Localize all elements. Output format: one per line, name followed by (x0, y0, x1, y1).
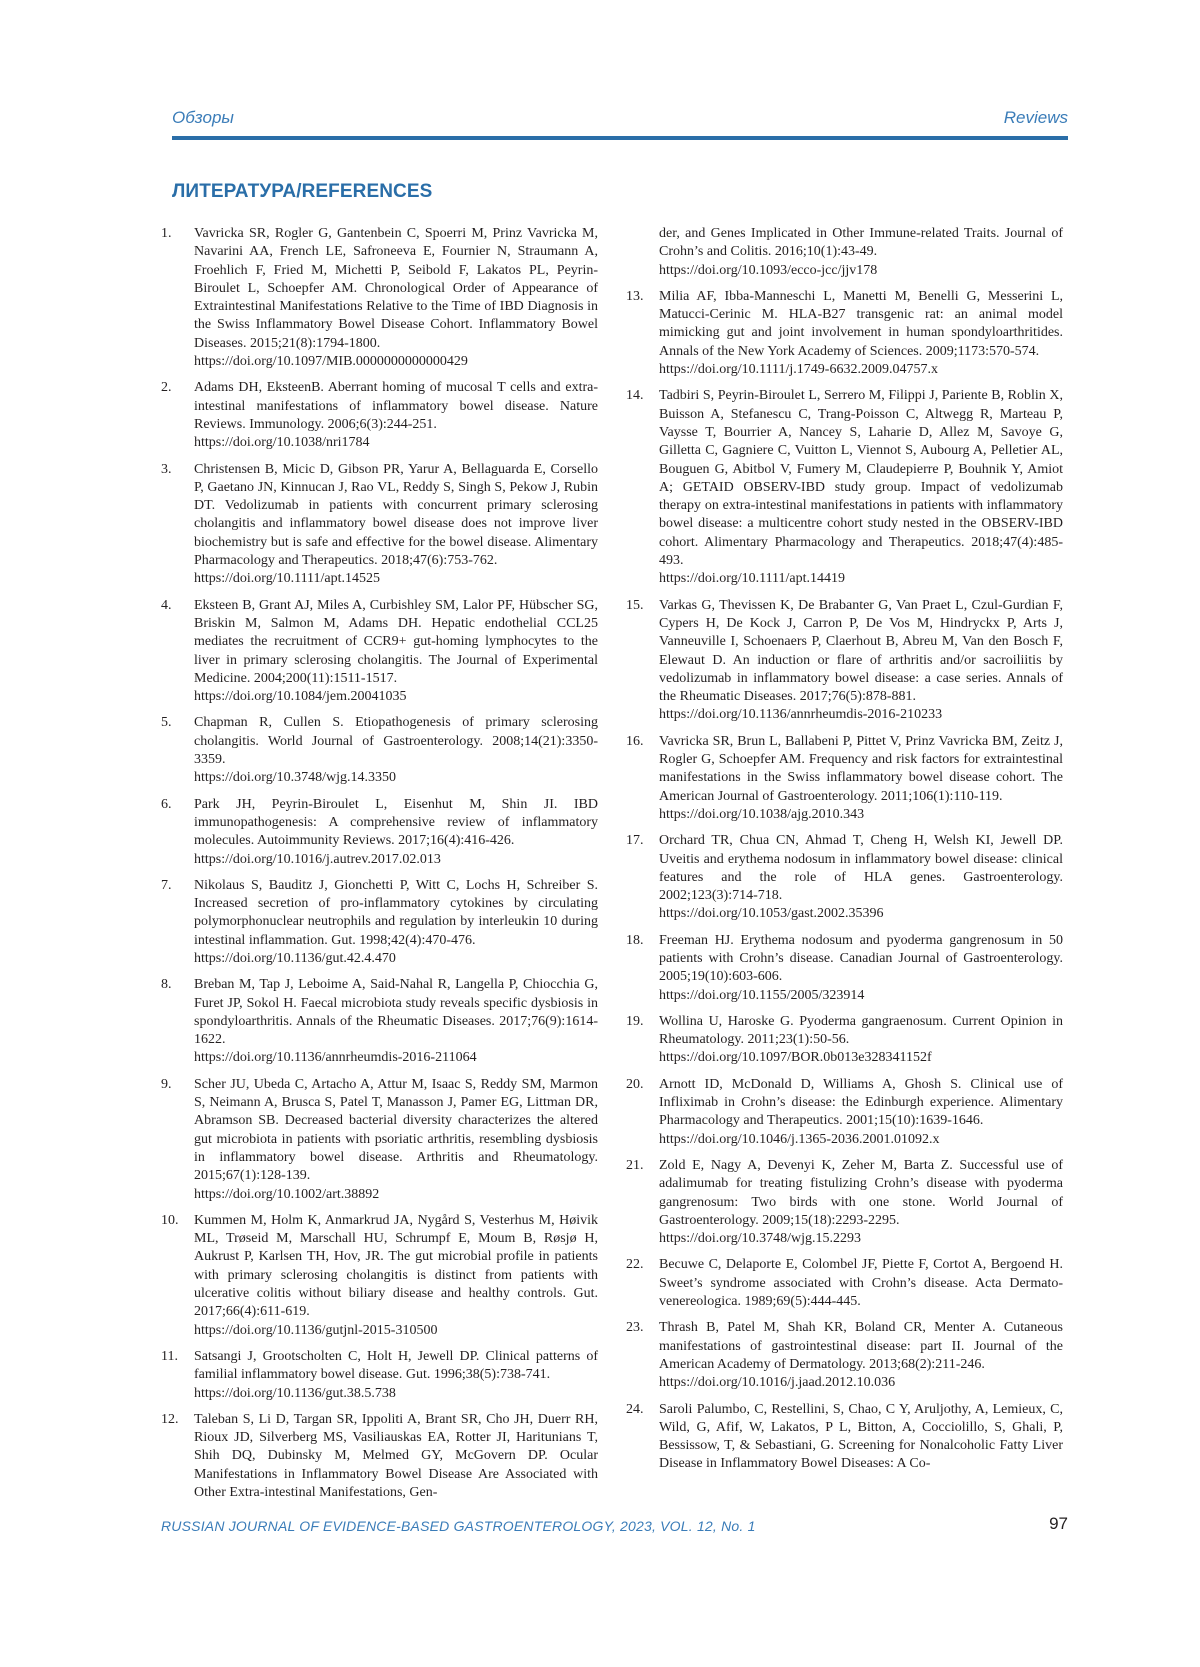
reference-number: 14. (626, 388, 644, 404)
reference-text: Eksteen B, Grant AJ, Miles A, Curbishley SM, Lalor PF, Hübscher SG, Briskin M, Salmon M, Adams DH. Hepatic endothelial CCL25 mediates the recruitment of CCR9+ gut-homing lymphocytes to the liver in primary sclerosing cholangitis. The Journal of Experimental Medicine. 2004;200(11):1511-1517. (194, 597, 598, 686)
reference-text: Satsangi J, Grootscholten C, Holt H, Jewell DP. Clinical patterns of familial inflammatory bowel disease. Gut. 1996;38(5):738-741. (194, 1348, 598, 1383)
reference-item (161, 1076, 598, 1204)
reference-text: Tadbiri S, Peyrin-Biroulet L, Serrero M, Filippi J, Pariente B, Roblin X, Buisson A, Stefanescu C, Trang-Poisson C, Altwegg R, Marteau P, Vaysse T, Bourrier A, Nancey S, Laharie D, Allez M, Savoye G, Gilletta C, Gagniere C, Vuitton L, Viennot S, Aubourg A, Pelletier AL, Bouguen G, Abitbol V, Fumery M, Claudepierre P, Bouhnik Y, Amiot A; GETAID OBSERV-IBD study group. Impact of vedolizumab therapy on extra-intestinal manifestations in patients with inflammatory bowel disease: a multicentre cohort study nested in the OBSERV-IBD cohort. Alimentary Pharmacology and Therapeutics. 2018;47(4):485-493. (659, 388, 1063, 569)
reference-doi[interactable]: https://doi.org/10.1136/gut.42.4.470 (194, 950, 396, 966)
reference-doi[interactable]: https://doi.org/10.1016/j.jaad.2012.10.036 (659, 1375, 896, 1391)
reference-doi[interactable]: https://doi.org/10.3748/wjg.14.3350 (194, 770, 396, 786)
reference-item (161, 379, 598, 452)
reference-text: Orchard TR, Chua CN, Ahmad T, Cheng H, Welsh KI, Jewell DP. Uveitis and erythema nodosum in inflammatory bowel disease: clinical features and the role of HLA genes. Gastroenterology. 2002;123(3):714-718. (659, 833, 1063, 904)
reference-12-continuation (626, 225, 1063, 280)
reference-doi[interactable]: https://doi.org/10.3748/wjg.15.2293 (659, 1231, 861, 1247)
reference-doi[interactable]: https://doi.org/10.1111/apt.14419 (659, 571, 846, 587)
reference-number: 20. (626, 1076, 644, 1092)
reference-number: 2. (161, 380, 172, 396)
reference-item (626, 597, 1063, 725)
reference-number: 6. (161, 796, 172, 812)
reference-doi[interactable]: https://doi.org/10.1084/jem.20041035 (194, 689, 407, 705)
reference-doi[interactable]: https://doi.org/10.1038/nri1784 (194, 435, 370, 451)
reference-item (626, 733, 1063, 824)
reference-number: 16. (626, 733, 644, 749)
reference-item (161, 1348, 598, 1403)
reference-doi[interactable]: https://doi.org/10.1136/gut.38.5.738 (194, 1385, 396, 1401)
reference-number: 1. (161, 226, 172, 241)
page-number: 97 (1049, 1514, 1068, 1533)
reference-number: 23. (626, 1320, 644, 1336)
reference-item (161, 225, 598, 371)
reference-number: 4. (161, 597, 172, 613)
reference-text: Saroli Palumbo, C, Restellini, S, Chao, C Y, Aruljothy, A, Lemieux, C, Wild, G, Afif, W, Lakatos, P L, Bitton, A, Cocciolillo, S, Ghali, P, Bessissow, T, & Sebastiani, G. Screening for Nonalcoholic Fatty Liver Disease in Inflammatory Bowel Diseases: A Co- (659, 1401, 1063, 1472)
reference-number: 5. (161, 715, 172, 731)
reference-text: Arnott ID, McDonald D, Williams A, Ghosh S. Clinical use of Infliximab in Crohn’s disease: the Edinburgh experience. Alimentary Pharmacology and Therapeutics. 2001;15(10):1639-1646. (659, 1076, 1063, 1129)
reference-number: 17. (626, 833, 644, 849)
reference-item (161, 1411, 598, 1502)
reference-doi[interactable]: https://doi.org/10.1097/MIB.0000000000000429 (194, 354, 468, 370)
reference-item (626, 1157, 1063, 1248)
reference-item (626, 1013, 1063, 1068)
reference-item (626, 387, 1063, 588)
left-column (161, 225, 598, 1510)
reference-list-left (161, 225, 598, 1502)
reference-text: der, and Genes Implicated in Other Immune-related Traits. Journal of Crohn’s and Colitis. 2016;10(1):43-49. (659, 226, 1063, 260)
reference-number: 7. (161, 877, 172, 893)
section-label-en: Reviews (1003, 108, 1068, 127)
reference-text: Wollina U, Haroske G. Pyoderma gangraenosum. Current Opinion in Rheumatology. 2011;23(1):50-56. (659, 1013, 1063, 1048)
reference-item (626, 1256, 1063, 1311)
footer-journal-title: RUSSIAN JOURNAL OF EVIDENCE-BASED GASTROENTEROLOGY, 2023, VOL. 12, No. 1 (161, 1518, 756, 1534)
reference-item (626, 932, 1063, 1005)
reference-text: Scher JU, Ubeda C, Artacho A, Attur M, Isaac S, Reddy SM, Marmon S, Neimann A, Brusca S, Patel T, Manasson J, Pamer EG, Littman DR, Abramson SB. Decreased bacterial diversity characterizes the altered gut microbiota in patients with psoriatic arthritis, resembling dysbiosis in inflammatory bowel disease. Arthritis and Rheumatology. 2015;67(1):128-139. (194, 1076, 598, 1184)
reference-item (161, 597, 598, 707)
reference-item (161, 877, 598, 968)
reference-number: 18. (626, 932, 644, 948)
reference-item (626, 1401, 1063, 1474)
reference-doi[interactable]: https://doi.org/10.1053/gast.2002.35396 (659, 906, 884, 922)
reference-item (161, 714, 598, 787)
reference-item (626, 1319, 1063, 1392)
reference-item (161, 1212, 598, 1340)
reference-item (626, 1076, 1063, 1149)
reference-number: 10. (161, 1212, 179, 1228)
reference-number: 21. (626, 1157, 644, 1173)
reference-item (161, 461, 598, 589)
reference-item (626, 288, 1063, 379)
reference-text: Vavricka SR, Rogler G, Gantenbein C, Spoerri M, Prinz Vavricka M, Navarini AA, French LE, Safroneeva E, Fournier N, Straumann A, Froehlich F, Fried M, Michetti P, Seibold F, Lakatos PL, Peyrin-Biroulet L, Schoepfer AM. Chronological Order of Appearance of Extraintestinal Manifestations Relative to the Time of IBD Diagnosis in the Swiss Inflammatory Bowel Disease Cohort. Inflammatory Bowel Diseases. 2015;21(8):1794-1800. (194, 226, 598, 351)
reference-text: Vavricka SR, Brun L, Ballabeni P, Pittet V, Prinz Vavricka BM, Zeitz J, Rogler G, Schoepfer AM. Frequency and risk factors for extraintestinal manifestations in the Swiss inflammatory bowel disease cohort. The American Journal of Gastroenterology. 2011;106(1):110-119. (659, 733, 1063, 804)
reference-text: Christensen B, Micic D, Gibson PR, Yarur A, Bellaguarda E, Corsello P, Gaetano JN, Kinnucan J, Rao VL, Reddy S, Singh S, Pekow J, Rubin DT. Vedolizumab in patients with concurrent primary sclerosing cholangitis and inflammatory bowel disease does not improve liver biochemistry but is safe and effective for the bowel disease. Alimentary Pharmacology and Therapeutics. 2018;47(6):753-762. (194, 461, 598, 569)
reference-number: 12. (161, 1411, 179, 1427)
reference-text: Park JH, Peyrin-Biroulet L, Eisenhut M, Shin JI. IBD immunopathogenesis: A comprehensive review of inflammatory molecules. Autoimmunity Reviews. 2017;16(4):416-426. (194, 796, 598, 849)
reference-number: 19. (626, 1013, 644, 1029)
reference-doi[interactable]: https://doi.org/10.1111/apt.14525 (194, 571, 381, 587)
running-head (172, 104, 1068, 140)
reference-text: Varkas G, Thevissen K, De Brabanter G, Van Praet L, Czul-Gurdian F, Cypers H, De Kock J, Carron P, De Vos M, Hindryckx P, Arts J, Vanneuville I, Schoenaers P, Claerhout B, Abreu M, Van den Bosch F, Elewaut D. An induction or flare of arthritis and/or sacroiliitis by vedolizumab in inflammatory bowel disease: a case series. Annals of the Rheumatic Diseases. 2017;76(5):878-881. (659, 597, 1063, 705)
reference-text: Taleban S, Li D, Targan SR, Ippoliti A, Brant SR, Cho JH, Duerr RH, Rioux JD, Silverberg MS, Vasiliauskas EA, Rotter JI, Haritunians T, Shih DQ, Dubinsky M, Melmed GY, McGovern DP. Ocular Manifestations in Inflammatory Bowel Disease Are Associated with Other Extra-intestinal Manifestations, Gen- (194, 1411, 598, 1500)
reference-text: Nikolaus S, Bauditz J, Gionchetti P, Witt C, Lochs H, Schreiber S. Increased secretion of pro-inflammatory cytokines by circulating polymorphonuclear neutrophils and regulation by interleukin 10 during intestinal inflammation. Gut. 1998;42(4):470-476. (194, 877, 598, 948)
reference-doi[interactable]: https://doi.org/10.1097/BOR.0b013e328341152f (659, 1050, 932, 1066)
reference-text: Becuwe C, Delaporte E, Colombel JF, Piette F, Cortot A, Bergoend H. Sweet’s syndrome associated with Crohn’s disease. Acta Dermato-venereologica. 1989;69(5):444-445. (659, 1257, 1063, 1310)
reference-text: Chapman R, Cullen S. Etiopathogenesis of primary sclerosing cholangitis. World Journal of Gastroenterology. 2008;14(21):3350-3359. (194, 715, 598, 768)
reference-number: 13. (626, 288, 644, 304)
reference-number: 22. (626, 1257, 644, 1273)
reference-doi[interactable]: https://doi.org/10.1046/j.1365-2036.2001.01092.x (659, 1131, 940, 1147)
reference-item (626, 832, 1063, 923)
reference-doi[interactable]: https://doi.org/10.1136/annrheumdis-2016-210233 (659, 707, 943, 723)
reference-text: Adams DH, EksteenB. Aberrant homing of mucosal T cells and extra-intestinal manifestations of inflammatory bowel disease. Nature Reviews. Immunology. 2006;6(3):244-251. (194, 380, 598, 432)
reference-text: Kummen M, Holm K, Anmarkrud JA, Nygård S, Vesterhus M, Høivik ML, Trøseid M, Marschall HU, Schrumpf E, Moum B, Røsjø H, Aukrust P, Karlsen TH, Hov, JR. The gut microbial profile in patients with primary sclerosing cholangitis is distinct from patients with ulcerative colitis without biliary disease and healthy controls. Gut. 2017;66(4):611-619. (194, 1212, 598, 1320)
reference-doi[interactable]: https://doi.org/10.1016/j.autrev.2017.02.013 (194, 851, 441, 867)
reference-list-right (626, 288, 1063, 1474)
reference-doi[interactable]: https://doi.org/10.1002/art.38892 (194, 1186, 380, 1202)
reference-number: 24. (626, 1401, 644, 1417)
reference-text: Zold E, Nagy A, Devenyi K, Zeher M, Barta Z. Successful use of adalimumab for treating fistulizing Crohn’s disease with pyoderma gangrenosum: Two birds with one stone. World Journal of Gastroenterology. 2009;15(18):2293-2295. (659, 1157, 1063, 1228)
reference-number: 15. (626, 597, 644, 613)
reference-item (161, 796, 598, 869)
reference-number: 11. (161, 1348, 178, 1364)
reference-number: 8. (161, 977, 172, 993)
reference-doi[interactable]: https://doi.org/10.1111/j.1749-6632.2009.04757.x (659, 362, 938, 378)
reference-text: Freeman HJ. Erythema nodosum and pyoderma gangrenosum in 50 patients with Crohn’s disease. Canadian Journal of Gastroenterology. 2005;19(10):603-606. (659, 932, 1063, 985)
references-heading: ЛИТЕРАТУРА/REFERENCES (172, 181, 433, 202)
reference-text: Breban M, Tap J, Leboime A, Said-Nahal R, Langella P, Chiocchia G, Furet JP, Sokol H. Faecal microbiota study reveals specific dysbiosis in spondyloarthritis. Annals of the Rheumatic Diseases. 2017;76(9):1614-1622. (194, 977, 598, 1048)
reference-item (161, 976, 598, 1067)
reference-doi: https://doi.org/10.1093/ecco-jcc/jjv178 (659, 262, 878, 278)
reference-number: 9. (161, 1076, 172, 1092)
reference-doi[interactable]: https://doi.org/10.1155/2005/323914 (659, 987, 865, 1003)
reference-doi[interactable]: https://doi.org/10.1136/annrheumdis-2016-211064 (194, 1050, 477, 1066)
reference-doi[interactable]: https://doi.org/10.1136/gutjnl-2015-310500 (194, 1322, 438, 1338)
section-label-ru: Обзоры (172, 108, 234, 127)
reference-text: Thrash B, Patel M, Shah KR, Boland CR, Menter A. Cutaneous manifestations of gastrointestinal disease: part II. Journal of the American Academy of Dermatology. 2013;68(2):211-246. (659, 1320, 1063, 1372)
right-column (626, 225, 1063, 1482)
reference-number: 3. (161, 461, 172, 477)
reference-doi[interactable]: https://doi.org/10.1038/ajg.2010.343 (659, 806, 865, 822)
reference-text: Milia AF, Ibba-Manneschi L, Manetti M, Benelli G, Messerini L, Matucci-Cerinic M. HLA-B27 transgenic rat: an animal model mimicking gut and joint involvement in human spondyloarthritides. Annals of the New York Academy of Sciences. 2009;1173:570-574. (659, 288, 1063, 359)
